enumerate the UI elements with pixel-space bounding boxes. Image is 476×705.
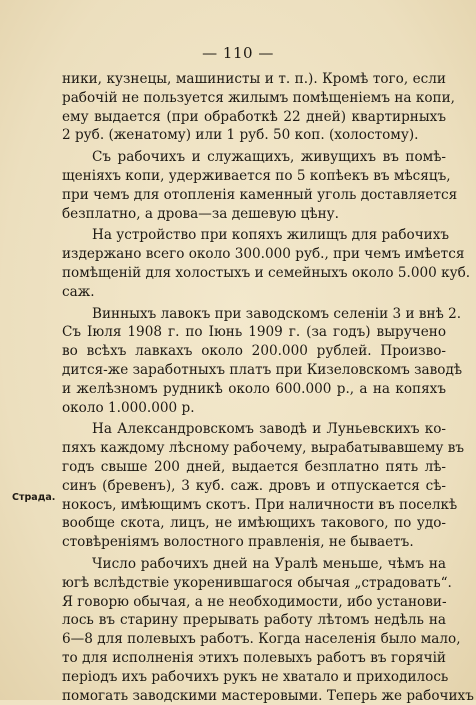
text-line: періодъ ихъ рабочихъ рукъ не хватало и приходилось [62,668,446,687]
paragraph [62,305,446,418]
text-line: 6—8 для полевыхъ работъ. Когда населенія было мало, [62,630,446,649]
text-line: помѣщеній для холостыхъ и семейныхъ около 5.000 куб. [62,264,446,283]
text-line: стовѣреніямъ волостного правленія, не бываетъ. [62,533,446,552]
text-line: синъ (бревенъ), 3 куб. саж. дровъ и отпускается сѣ- [62,477,446,496]
text-line: Винныхъ лавокъ при заводскомъ селеніи 3 и внѣ 2. [62,305,446,324]
text-line: Съ Іюля 1908 г. по Іюнь 1909 г. (за годъ) выручено [62,323,446,342]
page-number: — 110 — [0,44,476,62]
text-line: около 1.000.000 р. [62,399,446,418]
text-line: вообще скота, лицъ, не имѣющихъ такового, по удо- [62,514,446,533]
text-line: ему выдается (при обработкѣ 22 дней) квартирныхъ [62,108,446,127]
paragraph [62,70,446,145]
text-line: пяхъ каждому лѣсному рабочему, вырабатывавшему въ [62,439,446,458]
margin-note: Страда. [12,492,55,503]
paragraph [62,148,446,223]
text-line: На устройство при копяхъ жилищъ для рабочихъ [62,226,446,245]
text-line: нокосъ, имѣющимъ скотъ. При наличности въ поселкѣ [62,496,446,515]
text-line: ники, кузнецы, машинисты и т. п.). Кромѣ того, если [62,70,446,89]
text-line: Съ рабочихъ и служащихъ, живущихъ въ помѣ- [62,148,446,167]
text-line: во всѣхъ лавкахъ около 200.000 рублей. Произво- [62,342,446,361]
body-text [62,70,446,705]
text-line: 2 руб. (женатому) или 1 руб. 50 коп. (холостому). [62,126,446,145]
text-line: дится-же заработныхъ платъ при Кизеловскомъ заводѣ [62,361,446,380]
text-line: помогать заводскими мастеровыми. Теперь же рабочихъ [62,687,446,705]
text-line: Я говорю обычая, а не необходимости, ибо установи- [62,593,446,612]
paragraph [62,555,446,705]
text-line: югѣ вслѣдствіе укоренившагося обычая „страдовать“. [62,574,446,593]
text-line: при чемъ для отопленія каменный уголь доставляется [62,186,446,205]
text-line: и желѣзномъ рудникѣ около 600.000 р., а на копяхъ [62,380,446,399]
text-line: Число рабочихъ дней на Уралѣ меньше, чѣмъ на [62,555,446,574]
text-line: рабочій не пользуется жилымъ помѣщеніемъ на копи, [62,89,446,108]
text-line: щеніяхъ копи, удерживается по 5 копѣекъ въ мѣсяцъ, [62,167,446,186]
text-line: саж. [62,283,446,302]
text-line: издержано всего около 300.000 руб., при чемъ имѣется [62,245,446,264]
text-line: то для исполненія этихъ полевыхъ работъ въ горячій [62,649,446,668]
text-line: лось въ старину прерывать работу лѣтомъ недѣль на [62,611,446,630]
text-line: На Александровскомъ заводѣ и Луньевскихъ ко- [62,420,446,439]
text-line: годъ свыше 200 дней, выдается безплатно пять лѣ- [62,458,446,477]
text-line: безплатно, а дрова—за дешевую цѣну. [62,205,446,224]
paragraph [62,420,446,552]
paragraph [62,226,446,301]
